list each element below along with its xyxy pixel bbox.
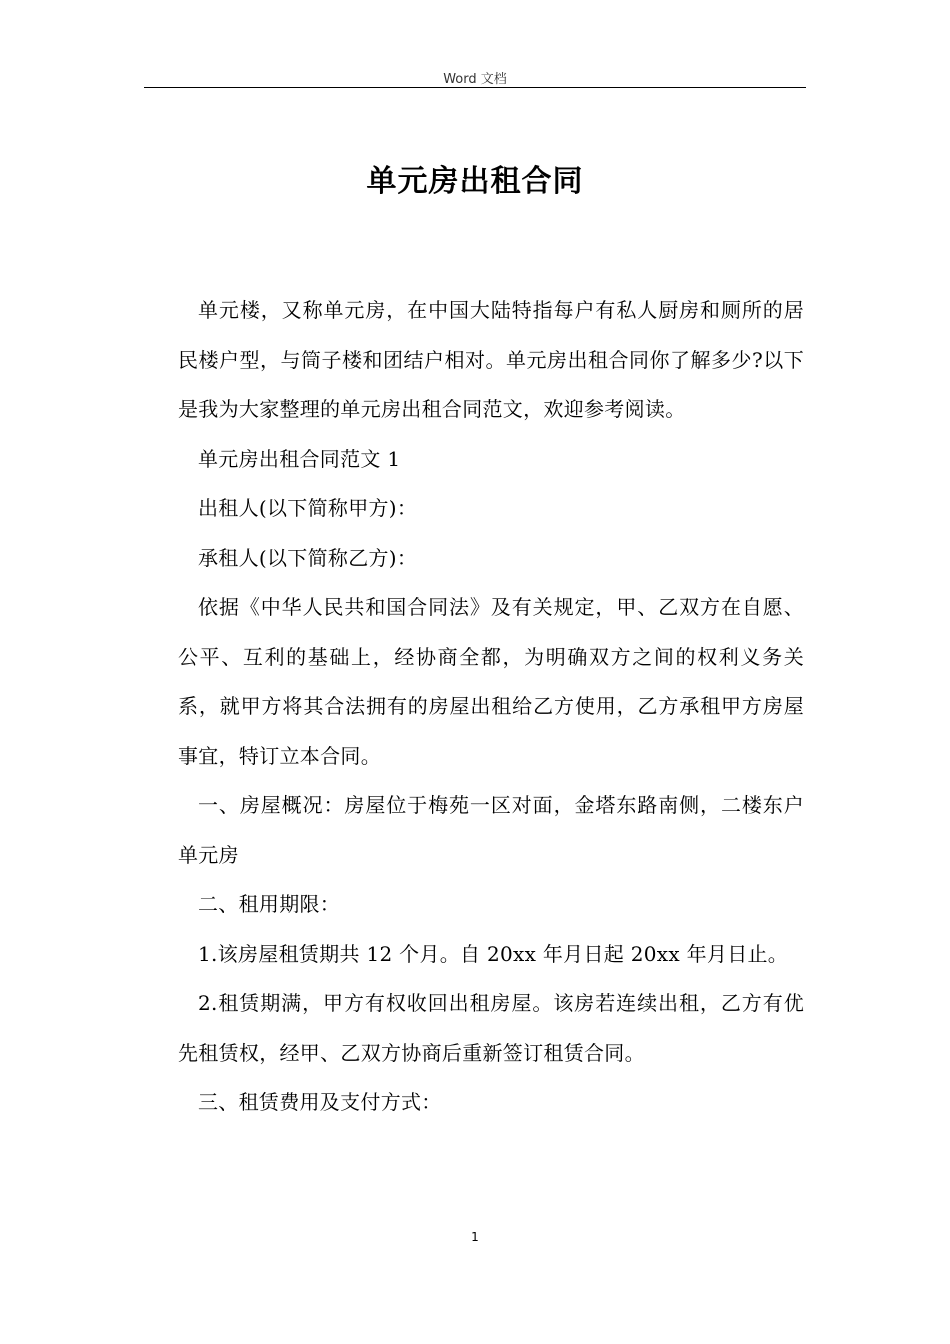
paragraph-sample-heading: 单元房出租合同范文 1 bbox=[198, 446, 401, 471]
document-title: 单元房出租合同 bbox=[366, 164, 584, 199]
paragraph-lessee: 承租人(以下简称乙方)： bbox=[198, 545, 418, 570]
paragraph-preamble: 依据《中华人民共和国合同法》及有关规定，甲、乙双方在自愿、公平、互利的基础上，经协商全都，为明确双方之间的权利义务关系，就甲方将其合法拥有的房屋出租给乙方使用，乙方承租甲方房屋事宜，特订立本合同。 bbox=[178, 595, 804, 768]
page-number: 1 bbox=[471, 1230, 479, 1244]
paragraph-intro: 单元楼，又称单元房，在中国大陆特指每户有私人厨房和厕所的居民楼户型，与筒子楼和团结户相对。单元房出租合同你了解多少?以下是我为大家整理的单元房出租合同范文，欢迎参考阅读。 bbox=[178, 298, 804, 421]
paragraph-fees-heading: 三、租赁费用及支付方式： bbox=[198, 1090, 442, 1114]
paragraph-lease-term-1: 1.该房屋租赁期共 12 个月。自 20xx 年月日起 20xx 年月日止。 bbox=[198, 941, 789, 966]
paragraph-lease-term-2: 2.租赁期满，甲方有权收回出租房屋。该房若连续出租，乙方有优先租赁权，经甲、乙双方协商后重新签订租赁合同。 bbox=[178, 991, 804, 1065]
paragraph-lessor: 出租人(以下简称甲方)： bbox=[198, 496, 418, 520]
header-divider bbox=[144, 87, 806, 88]
paragraph-lease-term-heading: 二、租用期限： bbox=[198, 892, 341, 916]
document-body bbox=[178, 286, 804, 1128]
paragraph-house-overview: 一、房屋概况：房屋位于梅苑一区对面，金塔东路南侧，二楼东户单元房 bbox=[178, 793, 804, 867]
page-header-label: Word 文档 bbox=[443, 72, 507, 87]
